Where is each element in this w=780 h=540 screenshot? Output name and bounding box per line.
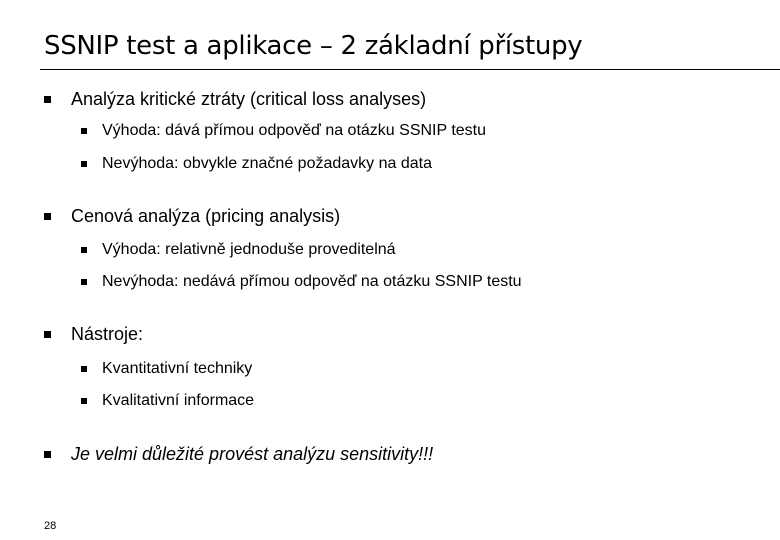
bullet-text: Nástroje:	[71, 324, 144, 344]
square-bullet-icon	[81, 161, 87, 167]
title-underline	[40, 69, 780, 70]
page-number: 28	[44, 520, 57, 532]
square-bullet-icon	[44, 451, 51, 458]
sub-bullet-qualitative	[81, 392, 254, 410]
sub-bullet-text: Nevýhoda: nedává přímou odpověď na otázku SSNIP testu	[102, 273, 522, 290]
sub-bullet-text: Kvantitativní techniky	[102, 360, 253, 377]
sub-bullet-disadvantage	[81, 155, 432, 173]
bullet-tools	[44, 324, 143, 345]
bullet-critical-loss	[44, 89, 426, 110]
square-bullet-icon	[81, 247, 87, 253]
square-bullet-icon	[44, 331, 51, 338]
bullet-text: Cenová analýza (pricing analysis)	[71, 206, 341, 226]
square-bullet-icon	[44, 96, 51, 103]
sub-bullet-advantage	[81, 241, 396, 259]
sub-bullet-text: Kvalitativní informace	[102, 392, 255, 409]
sub-bullet-text: Výhoda: dává přímou odpověď na otázku SSNIP testu	[102, 122, 486, 139]
square-bullet-icon	[81, 366, 87, 372]
bullet-sensitivity	[44, 444, 433, 465]
square-bullet-icon	[81, 128, 87, 134]
bullet-text: Analýza kritické ztráty (critical loss analyses)	[71, 89, 427, 109]
sub-bullet-advantage	[81, 122, 486, 140]
sub-bullet-text: Výhoda: relativně jednoduše proveditelná	[102, 241, 396, 258]
sub-bullet-text: Nevýhoda: obvykle značné požadavky na data	[102, 155, 432, 172]
square-bullet-icon	[81, 279, 87, 285]
square-bullet-icon	[44, 213, 51, 220]
slide-title: SSNIP test a aplikace – 2 základní přístupy	[44, 31, 583, 61]
sub-bullet-disadvantage	[81, 273, 522, 291]
bullet-text: Je velmi důležité provést analýzu sensitivity!!!	[71, 444, 434, 464]
sub-bullet-quantitative	[81, 360, 252, 378]
bullet-pricing-analysis	[44, 206, 340, 227]
square-bullet-icon	[81, 398, 87, 404]
